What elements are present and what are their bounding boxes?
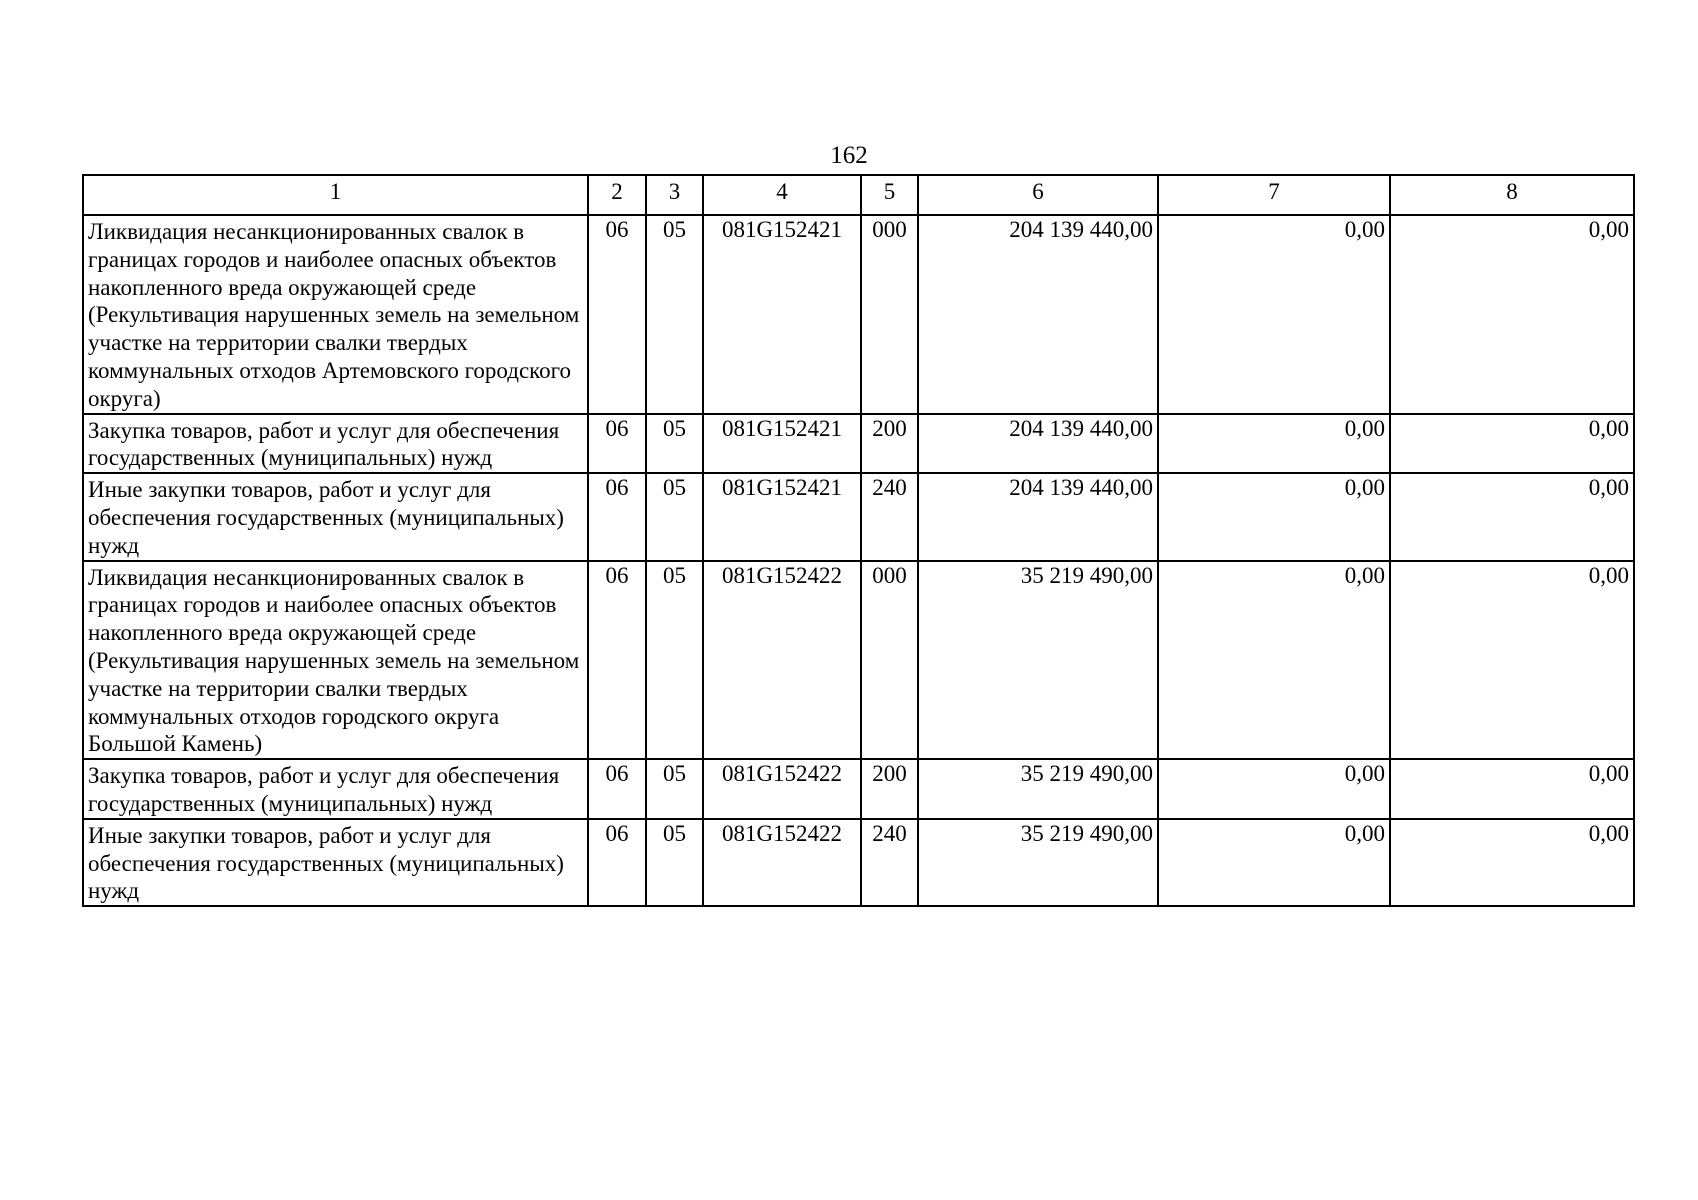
amount-3-cell: 0,00 xyxy=(1390,561,1634,760)
row-name: Закупка товаров, работ и услуг для обеспечения государственных (муниципальных) нужд xyxy=(88,417,560,471)
row-name-cell xyxy=(83,819,588,906)
table-header-row xyxy=(83,175,1634,215)
page-number: 162 xyxy=(830,142,868,169)
row-name-cell xyxy=(83,215,588,414)
expense-type-cell: 200 xyxy=(861,759,918,819)
target-article-cell: 081G152422 xyxy=(703,759,861,819)
subsection-cell: 05 xyxy=(646,414,703,474)
table-row xyxy=(83,473,1634,560)
amount-3-cell: 0,00 xyxy=(1390,473,1634,560)
amount-3-cell: 0,00 xyxy=(1390,215,1634,414)
amount-2-cell: 0,00 xyxy=(1158,215,1390,414)
column-header-6: 6 xyxy=(918,175,1158,215)
expense-type-cell: 200 xyxy=(861,414,918,474)
row-name: Ликвидация несанкционированных свалок в границах городов и наиболее опасных объектов накопленного вреда окружающей среде (Рекультивация нарушенных земель на земельном участке на территории свалки твердых коммунальных отходов городского округа Большой Камень) xyxy=(88,564,580,757)
expense-type-cell: 240 xyxy=(861,473,918,560)
target-article-cell: 081G152421 xyxy=(703,414,861,474)
subsection-cell: 05 xyxy=(646,819,703,906)
column-header-7: 7 xyxy=(1158,175,1390,215)
amount-2-cell: 0,00 xyxy=(1158,819,1390,906)
expense-type-cell: 000 xyxy=(861,561,918,760)
amount-3-cell: 0,00 xyxy=(1390,414,1634,474)
amount-1-cell: 204 139 440,00 xyxy=(918,215,1158,414)
amount-2-cell: 0,00 xyxy=(1158,759,1390,819)
subsection-cell: 05 xyxy=(646,759,703,819)
budget-table xyxy=(82,174,1635,907)
row-name-cell xyxy=(83,473,588,560)
subsection-cell: 05 xyxy=(646,215,703,414)
section-cell: 06 xyxy=(588,414,646,474)
target-article-cell: 081G152421 xyxy=(703,215,861,414)
amount-1-cell: 204 139 440,00 xyxy=(918,414,1158,474)
table-row xyxy=(83,561,1634,760)
amount-1-cell: 35 219 490,00 xyxy=(918,561,1158,760)
target-article-cell: 081G152422 xyxy=(703,561,861,760)
amount-1-cell: 204 139 440,00 xyxy=(918,473,1158,560)
section-cell: 06 xyxy=(588,473,646,560)
row-name: Ликвидация несанкционированных свалок в границах городов и наиболее опасных объектов накопленного вреда окружающей среде (Рекультивация нарушенных земель на земельном участке на территории свалки твердых коммунальных отходов Артемовского городского округа) xyxy=(88,219,580,411)
section-cell: 06 xyxy=(588,759,646,819)
column-header-1: 1 xyxy=(83,175,588,215)
table-row xyxy=(83,759,1634,819)
row-name-cell xyxy=(83,759,588,819)
target-article-cell: 081G152422 xyxy=(703,819,861,906)
amount-2-cell: 0,00 xyxy=(1158,414,1390,474)
row-name-cell xyxy=(83,561,588,760)
target-article-cell: 081G152421 xyxy=(703,473,861,560)
amount-1-cell: 35 219 490,00 xyxy=(918,759,1158,819)
expense-type-cell: 000 xyxy=(861,215,918,414)
table-row xyxy=(83,819,1634,906)
column-header-2: 2 xyxy=(588,175,646,215)
row-name-cell xyxy=(83,414,588,474)
amount-2-cell: 0,00 xyxy=(1158,473,1390,560)
column-header-8: 8 xyxy=(1390,175,1634,215)
expense-type-cell: 240 xyxy=(861,819,918,906)
section-cell: 06 xyxy=(588,215,646,414)
section-cell: 06 xyxy=(588,819,646,906)
row-name: Иные закупки товаров, работ и услуг для обеспечения государственных (муниципальных) нужд xyxy=(88,477,564,558)
row-name: Иные закупки товаров, работ и услуг для обеспечения государственных (муниципальных) нужд xyxy=(88,822,564,904)
subsection-cell: 05 xyxy=(646,561,703,760)
section-cell: 06 xyxy=(588,561,646,760)
amount-3-cell: 0,00 xyxy=(1390,759,1634,819)
table-row xyxy=(83,414,1634,474)
amount-3-cell: 0,00 xyxy=(1390,819,1634,906)
column-header-4: 4 xyxy=(703,175,861,215)
amount-1-cell: 35 219 490,00 xyxy=(918,819,1158,906)
subsection-cell: 05 xyxy=(646,473,703,560)
column-header-3: 3 xyxy=(646,175,703,215)
column-header-5: 5 xyxy=(861,175,918,215)
amount-2-cell: 0,00 xyxy=(1158,561,1390,760)
table-row xyxy=(83,215,1634,414)
row-name: Закупка товаров, работ и услуг для обеспечения государственных (муниципальных) нужд xyxy=(88,763,560,816)
